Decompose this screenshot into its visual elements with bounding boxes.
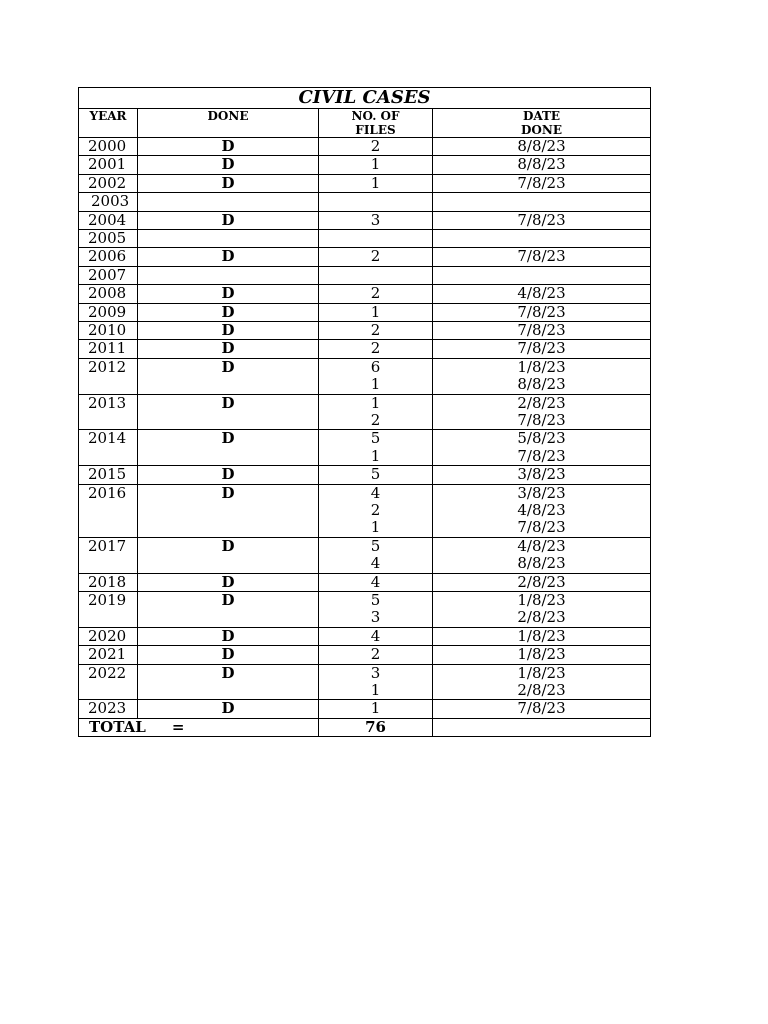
date-cell bbox=[433, 484, 651, 537]
date-done: 8/8/23 bbox=[517, 137, 566, 155]
done-cell: D bbox=[138, 537, 319, 573]
table-row bbox=[79, 591, 651, 627]
date-done: 1/8/23 bbox=[517, 590, 566, 609]
file-count: 1 bbox=[370, 375, 381, 394]
date-cell bbox=[433, 573, 651, 591]
year-header: YEAR bbox=[79, 109, 138, 138]
done-cell: D bbox=[138, 156, 319, 174]
file-count: 2 bbox=[370, 339, 381, 358]
file-count: 1 bbox=[370, 446, 381, 465]
table-row bbox=[79, 664, 651, 700]
file-count: 2 bbox=[370, 411, 381, 430]
total-label: TOTAL = bbox=[79, 718, 319, 736]
year-cell: 2021 bbox=[79, 646, 138, 664]
date-header bbox=[433, 109, 651, 138]
done-cell: D bbox=[138, 248, 319, 266]
total-empty-cell bbox=[433, 718, 651, 736]
date-cell bbox=[433, 266, 651, 284]
done-cell: D bbox=[138, 340, 319, 358]
done-cell: D bbox=[138, 358, 319, 394]
date-done: 2/8/23 bbox=[517, 608, 566, 627]
year-cell: 2004 bbox=[79, 211, 138, 229]
done-cell: D bbox=[138, 700, 319, 718]
done-cell: D bbox=[138, 664, 319, 700]
date-done: 7/8/23 bbox=[517, 247, 566, 266]
date-done: 8/8/23 bbox=[517, 375, 566, 394]
date-done: 1/8/23 bbox=[517, 357, 566, 376]
year-cell: 2002 bbox=[79, 174, 138, 192]
table-row bbox=[79, 248, 651, 266]
year-cell: 2001 bbox=[79, 156, 138, 174]
date-done: 1/8/23 bbox=[517, 626, 566, 645]
done-cell: D bbox=[138, 303, 319, 321]
done-cell: D bbox=[138, 211, 319, 229]
table-row bbox=[79, 466, 651, 484]
files-cell bbox=[319, 664, 433, 700]
done-cell: D bbox=[138, 484, 319, 537]
date-cell bbox=[433, 358, 651, 394]
table-row bbox=[79, 394, 651, 430]
table-row bbox=[79, 537, 651, 573]
files-cell bbox=[319, 466, 433, 484]
date-cell bbox=[433, 627, 651, 645]
date-done: 7/8/23 bbox=[517, 173, 566, 192]
date-done bbox=[433, 193, 650, 210]
year-cell: 2010 bbox=[79, 322, 138, 340]
table-row bbox=[79, 211, 651, 229]
files-cell bbox=[319, 591, 433, 627]
header-row bbox=[79, 109, 651, 138]
files-cell bbox=[319, 646, 433, 664]
done-cell: D bbox=[138, 591, 319, 627]
files-cell bbox=[319, 211, 433, 229]
year-cell: 2005 bbox=[79, 230, 138, 248]
done-cell bbox=[138, 193, 319, 211]
date-cell bbox=[433, 394, 651, 430]
date-done: 2/8/23 bbox=[517, 680, 566, 699]
table-row bbox=[79, 700, 651, 718]
done-cell: D bbox=[138, 573, 319, 591]
date-cell bbox=[433, 664, 651, 700]
done-cell bbox=[138, 266, 319, 284]
file-count: 6 bbox=[370, 357, 381, 376]
done-cell: D bbox=[138, 138, 319, 156]
file-count: 1 bbox=[370, 393, 381, 412]
year-cell: 2014 bbox=[79, 430, 138, 466]
date-header-line2: DONE bbox=[521, 123, 562, 137]
date-cell bbox=[433, 340, 651, 358]
files-header-line2: FILES bbox=[355, 123, 396, 137]
done-header: DONE bbox=[138, 109, 319, 138]
done-cell: D bbox=[138, 394, 319, 430]
done-cell: D bbox=[138, 285, 319, 303]
file-count: 2 bbox=[370, 137, 381, 155]
total-row bbox=[79, 718, 651, 736]
date-header-line1: DATE bbox=[522, 109, 561, 123]
files-cell bbox=[319, 248, 433, 266]
date-done: 3/8/23 bbox=[517, 465, 566, 484]
file-count: 1 bbox=[370, 680, 381, 699]
year-cell: 2022 bbox=[79, 664, 138, 700]
date-cell bbox=[433, 537, 651, 573]
table-row bbox=[79, 573, 651, 591]
date-cell bbox=[433, 230, 651, 248]
files-cell bbox=[319, 358, 433, 394]
files-cell bbox=[319, 627, 433, 645]
table-row bbox=[79, 285, 651, 303]
file-count: 4 bbox=[370, 572, 381, 591]
year-cell: 2012 bbox=[79, 358, 138, 394]
year-cell: 2020 bbox=[79, 627, 138, 645]
date-cell bbox=[433, 591, 651, 627]
file-count: 5 bbox=[370, 590, 381, 609]
file-count bbox=[319, 267, 432, 284]
table-row bbox=[79, 266, 651, 284]
files-cell bbox=[319, 340, 433, 358]
date-done: 2/8/23 bbox=[517, 393, 566, 412]
year-cell: 2023 bbox=[79, 700, 138, 718]
date-cell bbox=[433, 646, 651, 664]
file-count: 1 bbox=[370, 155, 381, 174]
file-count: 2 bbox=[370, 645, 381, 664]
table-row bbox=[79, 138, 651, 156]
date-done: 7/8/23 bbox=[517, 339, 566, 358]
done-cell: D bbox=[138, 174, 319, 192]
civil-cases-table bbox=[78, 87, 651, 737]
date-done bbox=[433, 267, 650, 284]
year-cell: 2007 bbox=[79, 266, 138, 284]
date-cell bbox=[433, 211, 651, 229]
date-done: 7/8/23 bbox=[517, 411, 566, 430]
files-cell bbox=[319, 303, 433, 321]
date-done: 2/8/23 bbox=[517, 572, 566, 591]
date-done: 3/8/23 bbox=[517, 483, 566, 502]
date-cell bbox=[433, 248, 651, 266]
table-row bbox=[79, 484, 651, 537]
date-cell bbox=[433, 700, 651, 718]
table-row bbox=[79, 303, 651, 321]
files-cell bbox=[319, 174, 433, 192]
file-count: 4 bbox=[370, 483, 381, 502]
file-count: 3 bbox=[370, 663, 381, 682]
date-cell bbox=[433, 174, 651, 192]
files-cell bbox=[319, 700, 433, 718]
table-row bbox=[79, 156, 651, 174]
date-cell bbox=[433, 285, 651, 303]
table-row bbox=[79, 627, 651, 645]
files-cell bbox=[319, 285, 433, 303]
year-cell: 2018 bbox=[79, 573, 138, 591]
table-row bbox=[79, 646, 651, 664]
files-cell bbox=[319, 266, 433, 284]
year-cell: 2013 bbox=[79, 394, 138, 430]
date-done: 7/8/23 bbox=[517, 699, 566, 718]
file-count: 3 bbox=[370, 608, 381, 627]
date-done: 7/8/23 bbox=[517, 210, 566, 229]
table-row bbox=[79, 430, 651, 466]
date-cell bbox=[433, 156, 651, 174]
table-row bbox=[79, 322, 651, 340]
file-count: 2 bbox=[370, 284, 381, 303]
file-count: 4 bbox=[370, 626, 381, 645]
date-done: 8/8/23 bbox=[517, 155, 566, 174]
files-cell bbox=[319, 573, 433, 591]
date-done: 4/8/23 bbox=[517, 536, 566, 555]
date-done bbox=[433, 230, 650, 247]
date-done: 5/8/23 bbox=[517, 429, 566, 448]
file-count: 1 bbox=[370, 302, 381, 321]
table-row bbox=[79, 358, 651, 394]
done-cell: D bbox=[138, 430, 319, 466]
file-count: 2 bbox=[370, 321, 381, 340]
year-cell: 2016 bbox=[79, 484, 138, 537]
file-count: 1 bbox=[370, 173, 381, 192]
files-header-line1: NO. OF bbox=[351, 109, 400, 123]
date-done: 1/8/23 bbox=[517, 663, 566, 682]
date-done: 7/8/23 bbox=[517, 446, 566, 465]
files-cell bbox=[319, 394, 433, 430]
file-count bbox=[319, 193, 432, 210]
year-cell: 2009 bbox=[79, 303, 138, 321]
date-cell bbox=[433, 193, 651, 211]
table-row bbox=[79, 193, 651, 211]
date-cell bbox=[433, 303, 651, 321]
table-row bbox=[79, 230, 651, 248]
date-done: 4/8/23 bbox=[517, 501, 566, 520]
done-cell: D bbox=[138, 646, 319, 664]
files-cell bbox=[319, 322, 433, 340]
table-body bbox=[79, 138, 651, 719]
files-cell bbox=[319, 230, 433, 248]
year-cell: 2008 bbox=[79, 285, 138, 303]
date-cell bbox=[433, 466, 651, 484]
files-cell bbox=[319, 156, 433, 174]
year-cell: 2003 bbox=[79, 193, 138, 211]
file-count: 1 bbox=[370, 518, 381, 537]
year-cell: 2017 bbox=[79, 537, 138, 573]
file-count: 5 bbox=[370, 429, 381, 448]
year-cell: 2015 bbox=[79, 466, 138, 484]
table-title: CIVIL CASES bbox=[79, 88, 651, 109]
files-cell bbox=[319, 138, 433, 156]
table-row bbox=[79, 340, 651, 358]
done-cell: D bbox=[138, 322, 319, 340]
file-count: 1 bbox=[370, 699, 381, 718]
year-cell: 2011 bbox=[79, 340, 138, 358]
file-count: 2 bbox=[370, 247, 381, 266]
date-done: 1/8/23 bbox=[517, 645, 566, 664]
files-header bbox=[319, 109, 433, 138]
date-cell bbox=[433, 322, 651, 340]
year-cell: 2000 bbox=[79, 138, 138, 156]
title-row bbox=[79, 88, 651, 109]
date-done: 7/8/23 bbox=[517, 518, 566, 537]
file-count: 2 bbox=[370, 501, 381, 520]
file-count: 4 bbox=[370, 554, 381, 573]
date-cell bbox=[433, 430, 651, 466]
files-cell bbox=[319, 484, 433, 537]
files-cell bbox=[319, 193, 433, 211]
file-count: 3 bbox=[370, 210, 381, 229]
done-cell bbox=[138, 230, 319, 248]
total-value: 76 bbox=[319, 718, 433, 736]
date-done: 7/8/23 bbox=[517, 321, 566, 340]
date-done: 7/8/23 bbox=[517, 302, 566, 321]
files-cell bbox=[319, 537, 433, 573]
done-cell: D bbox=[138, 466, 319, 484]
file-count: 5 bbox=[370, 465, 381, 484]
file-count: 5 bbox=[370, 536, 381, 555]
year-cell: 2019 bbox=[79, 591, 138, 627]
date-cell bbox=[433, 138, 651, 156]
year-cell: 2006 bbox=[79, 248, 138, 266]
done-cell: D bbox=[138, 627, 319, 645]
table-row bbox=[79, 174, 651, 192]
date-done: 4/8/23 bbox=[517, 284, 566, 303]
files-cell bbox=[319, 430, 433, 466]
file-count bbox=[319, 230, 432, 247]
date-done: 8/8/23 bbox=[517, 554, 566, 573]
